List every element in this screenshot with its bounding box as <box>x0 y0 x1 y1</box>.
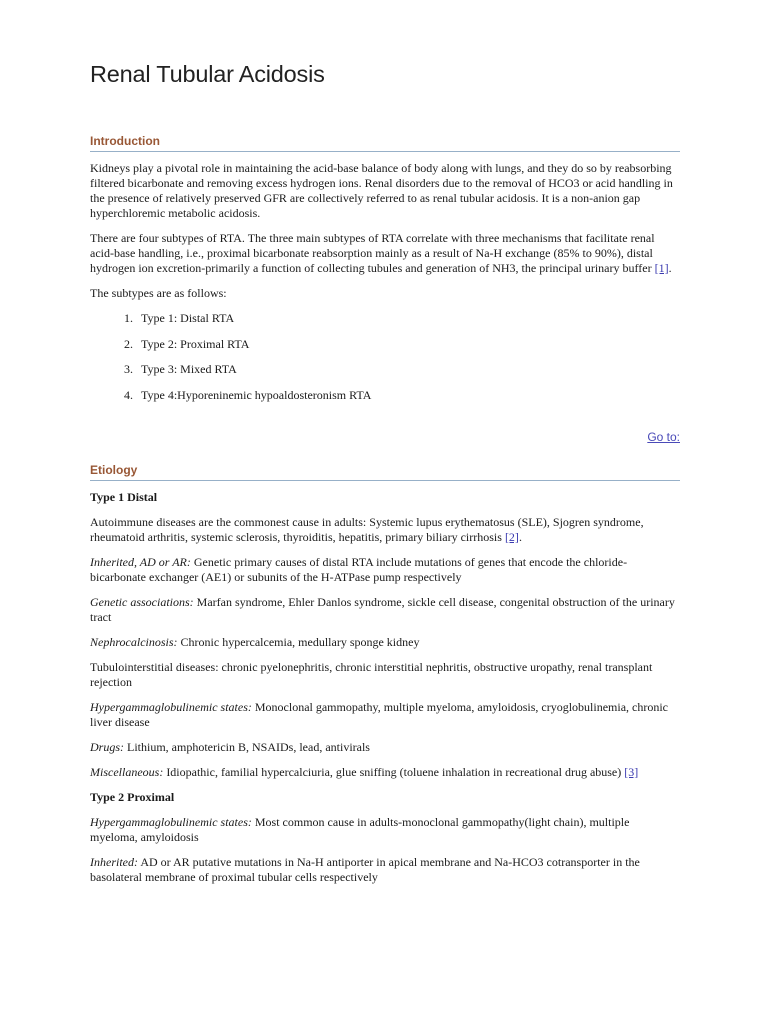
section-heading-introduction: Introduction <box>90 134 680 152</box>
type2-inherited-text: AD or AR putative mutations in Na-H antiporter in apical membrane and Na-HCO3 cotransporter in the basolateral membrane of proximal tubular cells respectively <box>90 855 640 884</box>
nephrocalcinosis-text: Chronic hypercalcemia, medullary sponge kidney <box>177 635 420 649</box>
page-title: Renal Tubular Acidosis <box>90 61 325 87</box>
genetic-text: Marfan syndrome, Ehler Danlos syndrome, sickle cell disease, congenital obstruction of the urinary tract <box>90 595 675 624</box>
reference-link-2[interactable]: [2] <box>504 530 519 544</box>
goto-link[interactable]: Go to: <box>647 430 680 444</box>
list-item: 1. Type 1: Distal RTA <box>136 311 680 326</box>
nephrocalcinosis-label: Nephrocalcinosis: <box>90 635 178 649</box>
genetic-label: Genetic associations: <box>90 595 194 609</box>
reference-link-3[interactable]: [3] <box>624 765 639 779</box>
list-item: 3. Type 3: Mixed RTA <box>136 362 680 377</box>
type2-paragraph-hypergamma <box>90 815 680 845</box>
type2-paragraph-inherited <box>90 855 680 885</box>
intro-paragraph-2-text: There are four subtypes of RTA. The three main subtypes of RTA correlate with three mechanisms that facilitate renal acid-base handling, i.e., proximal bicarbonate reabsorption mainly as a result of Na-H exchange (85% to 90%), distal hydrogen ion excretion-primarily a function of collecting tubules and generation of NH3, the principal urinary buffer <box>90 231 655 275</box>
inherited-label: Inherited, AD or AR: <box>90 555 191 569</box>
inherited-text: Genetic primary causes of distal RTA include mutations of genes that encode the chloride-bicarbonate exchanger (AE1) or subunits of the H-ATPase pump respectively <box>90 555 628 584</box>
subheading-type1: Type 1 Distal <box>90 490 158 504</box>
subheading-type2: Type 2 Proximal <box>90 790 175 804</box>
intro-paragraph-3: The subtypes are as follows: <box>90 286 227 300</box>
type1-paragraph-nephrocalcinosis <box>90 635 680 650</box>
type1-paragraph-autoimmune <box>90 515 680 545</box>
type1-autoimmune-end: . <box>518 530 522 544</box>
section-heading-etiology: Etiology <box>90 463 680 481</box>
introduction-body <box>90 161 680 413</box>
list-item: 4. Type 4:Hyporeninemic hypoaldosteronism RTA <box>136 388 680 403</box>
type2-hypergamma-text: Most common cause in adults-monoclonal gammopathy(light chain), multiple myeloma, amyloidosis <box>90 815 630 844</box>
misc-label: Miscellaneous: <box>90 765 164 779</box>
intro-paragraph-2-end: . <box>668 261 672 275</box>
intro-paragraph-2 <box>90 231 680 276</box>
subtypes-list <box>90 311 680 403</box>
type1-paragraph-misc <box>90 765 680 780</box>
type1-autoimmune-text: Autoimmune diseases are the commonest cause in adults: Systemic lupus erythematosus (SLE), Sjogren syndrome, rheumatoid arthritis, systemic sclerosis, thyroiditis, hepatitis, primary biliary cirrhosis <box>90 515 644 544</box>
type1-paragraph-tubulointerstitial: Tubulointerstitial diseases: chronic pyelonephritis, chronic interstitial nephritis, obstructive uropathy, renal transplant rejection <box>90 660 653 689</box>
type2-inherited-label: Inherited: <box>90 855 138 869</box>
type2-hypergamma-label: Hypergammaglobulinemic states: <box>90 815 252 829</box>
list-item: 2. Type 2: Proximal RTA <box>136 337 680 352</box>
etiology-body <box>90 490 680 895</box>
type1-paragraph-genetic <box>90 595 680 625</box>
hypergamma-text: Monoclonal gammopathy, multiple myeloma, amyloidosis, cryoglobulinemia, chronic liver disease <box>90 700 669 729</box>
misc-text: Idiopathic, familial hypercalciuria, glue sniffing (toluene inhalation in recreational drug abuse) <box>163 765 625 779</box>
type1-paragraph-drugs <box>90 740 680 755</box>
type1-paragraph-hypergamma <box>90 700 680 730</box>
hypergamma-label: Hypergammaglobulinemic states: <box>90 700 252 714</box>
intro-paragraph-1: Kidneys play a pivotal role in maintaining the acid-base balance of body along with lungs, and they do so by reabsorbing filtered bicarbonate and removing excess hydrogen ions. Renal disorders due to the removal of HCO3 or acid handling in the presence of relatively preserved GFR are collectively referred to as renal tubular acidosis. It is a non-anion gap hyperchloremic metabolic acidosis. <box>90 161 673 220</box>
reference-link-1[interactable]: [1] <box>654 261 669 275</box>
drugs-label: Drugs: <box>90 740 125 754</box>
drugs-text: Lithium, amphotericin B, NSAIDs, lead, antivirals <box>124 740 370 754</box>
type1-paragraph-inherited <box>90 555 680 585</box>
